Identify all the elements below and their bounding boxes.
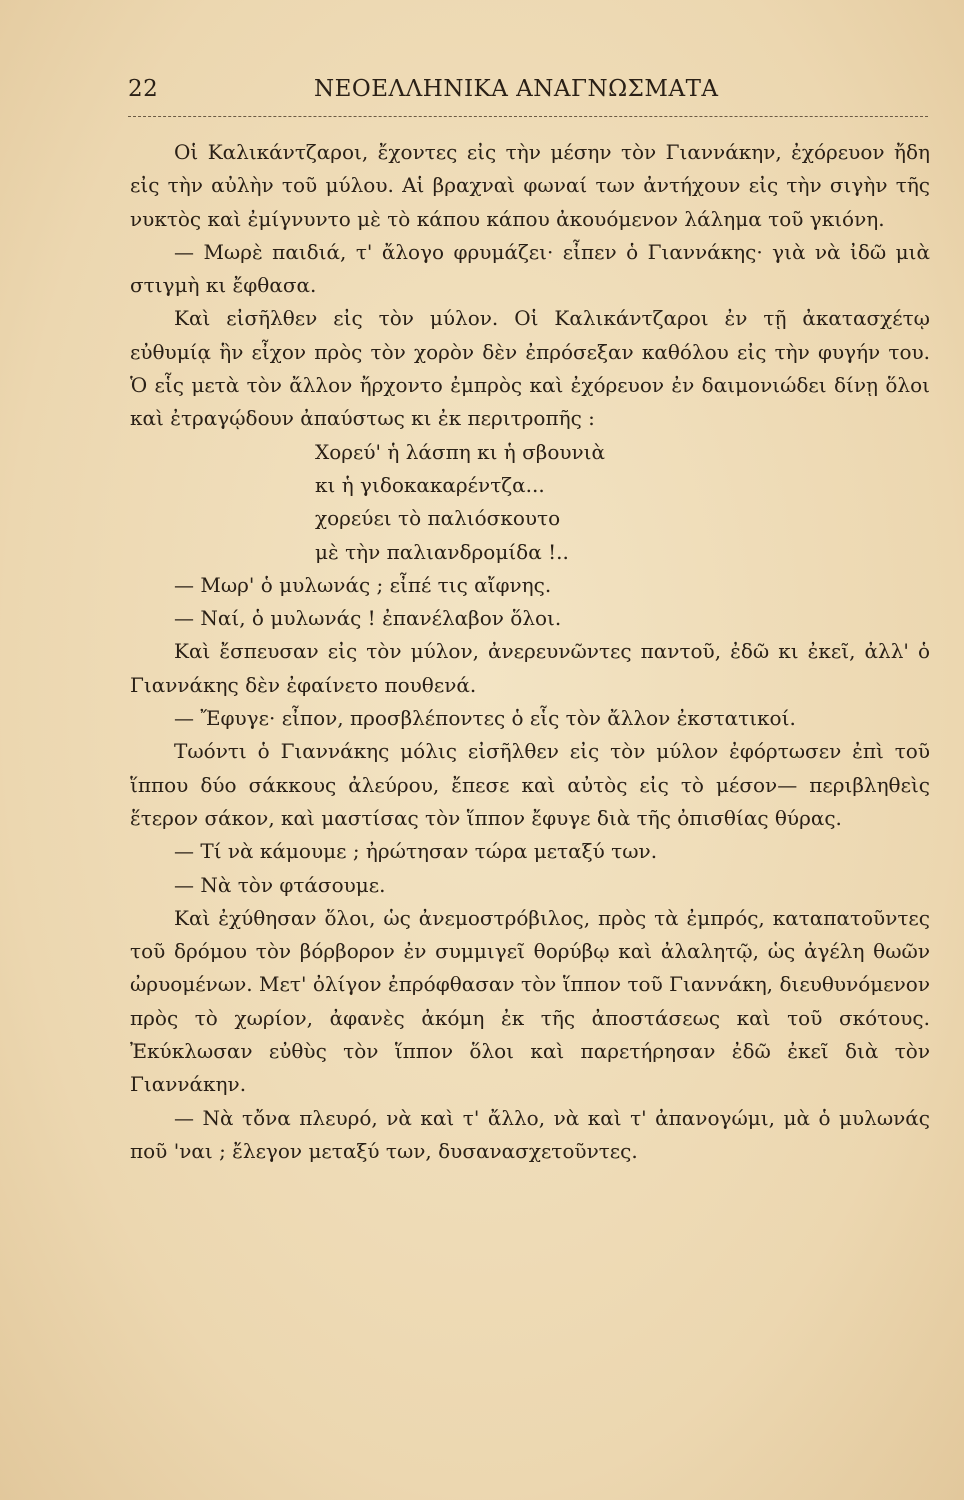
verse-line: Χορεύ' ἡ λάσπη κι ἡ σβουνιὰ bbox=[315, 439, 606, 464]
dialogue-line: — Νὰ τὄνα πλευρό, νὰ καὶ τ' ἄλλο, νὰ καὶ τ' ἀπανογώμι, μὰ ὁ μυλωνάς ποῦ 'ναι ; ἔλεγον μεταξύ των, δυσανασχετοῦντες. bbox=[130, 1105, 930, 1163]
paragraph: Οἱ Καλικάντζαροι, ἔχοντες εἰς τὴν μέσην τὸν Γιαννάκην, ἐχόρευον ἤδη εἰς τὴν αὐλὴν τοῦ μύλου. Αἱ βραχναὶ φωναί των ἀντήχουν εἰς τὴν σιγὴν τῆς νυκτὸς καὶ ἐμίγνυντο μὲ τὸ κάπου κάπου ἀκουόμενον λάλημα τοῦ γκιόνη. bbox=[130, 140, 930, 231]
running-title: ΝΕΟΕΛΛΗΝΙΚΑ ΑΝΑΓΝΩΣΜΑΤΑ bbox=[314, 76, 719, 102]
dialogue-line: — Μωρὲ παιδιά, τ' ἄλογο φρυμάζει· εἶπεν ὁ Γιαννάκης· γιὰ νὰ ἰδῶ μιὰ στιγμὴ κι ἔφθασα. bbox=[130, 239, 930, 298]
dialogue-line: — Νὰ τὸν φτάσουμε. bbox=[174, 872, 386, 897]
paragraph: Καὶ ἔσπευσαν εἰς τὸν μύλον, ἀνερευνῶντες παντοῦ, ἐδῶ κι ἐκεῖ, ἀλλ' ὁ Γιαννάκης δὲν ἐφαίνετο πουθενά. bbox=[130, 639, 930, 697]
song-verse bbox=[315, 436, 930, 569]
verse-line: κι ἡ γιδοκακαρέντζα... bbox=[315, 472, 545, 497]
paragraph: Τωόντι ὁ Γιαννάκης μόλις εἰσῆλθεν εἰς τὸν μύλον ἐφόρτωσεν ἐπὶ τοῦ ἵππου δύο σάκκους ἀλεύρου, ἔπεσε καὶ αὐτὸς εἰς τὸ μέσον— περιβληθεὶς ἕτερον σάκον, καὶ μαστίσας τὸν ἵππον ἔφυγε διὰ τῆς ὀπισθίας θύρας. bbox=[130, 739, 930, 830]
dialogue-line: — Ναί, ὁ μυλωνάς ! ἐπανέλαβον ὅλοι. bbox=[174, 606, 562, 631]
dialogue-line: — Τί νὰ κάμουμε ; ἠρώτησαν τώρα μεταξύ των. bbox=[174, 839, 658, 864]
header-rule bbox=[128, 116, 928, 117]
page-header bbox=[128, 72, 928, 112]
verse-line: χορεύει τὸ παλιόσκουτο bbox=[315, 506, 561, 531]
paragraph: Καὶ εἰσῆλθεν εἰς τὸν μύλον. Οἱ Καλικάντζαροι ἐν τῇ ἀκατασχέτῳ εὐθυμίᾳ ἣν εἶχον πρὸς τὸν χορὸν δὲν ἐπρόσεξαν καθόλου εἰς τὴν φυγήν του. Ὁ εἷς μετὰ τὸν ἄλλον ἤρχοντο ἐμπρὸς καὶ ἐχόρευον ἐν δαιμονιώδει δίνῃ ὅλοι καὶ ἐτραγῴδουν ἀπαύστως κι ἐκ περιτροπῆς : bbox=[130, 306, 930, 431]
verse-line: μὲ τὴν παλιανδρομίδα !.. bbox=[315, 539, 569, 564]
dialogue-line: — Μωρ' ὁ μυλωνάς ; εἶπέ τις αἴφνης. bbox=[174, 572, 552, 597]
page-number: 22 bbox=[128, 76, 159, 102]
body-text bbox=[130, 136, 930, 1168]
dialogue-line: — Ἔφυγε· εἶπον, προσβλέποντες ὁ εἷς τὸν ἄλλον ἐκστατικοί. bbox=[174, 706, 796, 731]
paragraph: Καὶ ἐχύθησαν ὅλοι, ὡς ἀνεμοστρόβιλος, πρὸς τὰ ἐμπρός, καταπατοῦντες τοῦ δρόμου τὸν βόρβορον ἐν συμμιγεῖ θορύβῳ καὶ ἀλαλητῷ, ὡς ἀγέλη θωῶν ὠρυομένων. Μετ' ὀλίγον ἐπρόφθασαν τὸν ἵππον τοῦ Γιαννάκη, διευθυνόμενον πρὸς τὸ χωρίον, ἀφανὲς ἀκόμη ἐκ τῆς ἀποστάσεως καὶ τοῦ σκότους. Ἐκύκλωσαν εὐθὺς τὸν ἵππον ὅλοι καὶ παρετήρησαν ἐδῶ ἐκεῖ διὰ τὸν Γιαννάκην. bbox=[130, 905, 930, 1097]
